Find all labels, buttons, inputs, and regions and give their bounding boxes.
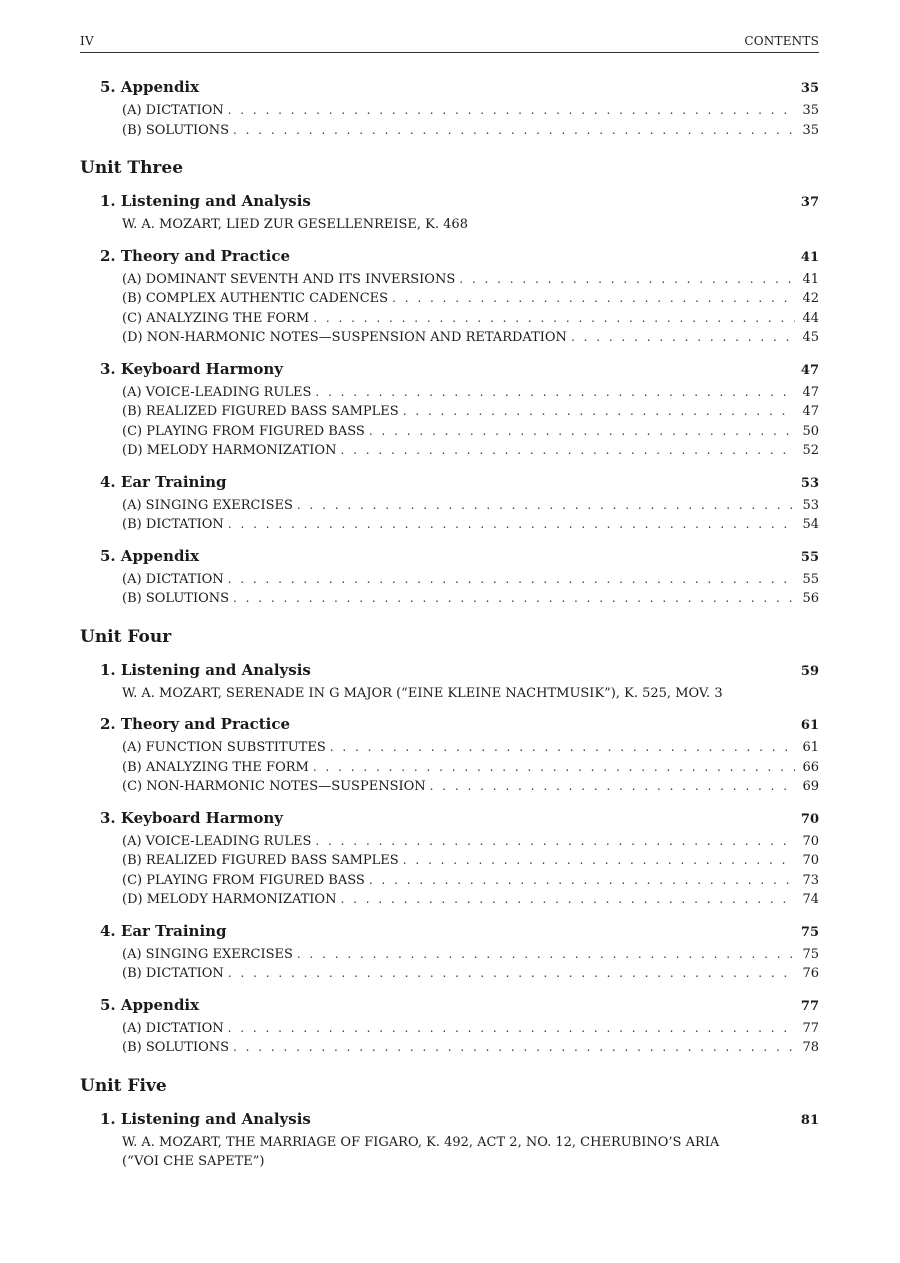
- entry-label: (A) SINGING EXERCISES: [122, 946, 293, 962]
- toc-entry[interactable]: [122, 101, 819, 121]
- entry-label: (A) FUNCTION SUBSTITUTES: [122, 740, 326, 755]
- entry-label: (D) MELODY HARMONIZATION: [122, 892, 337, 907]
- section-title: 4. Ear Training: [100, 921, 227, 940]
- entry-page-number: 35: [802, 122, 819, 138]
- entry-label: (A) DICTATION: [122, 1020, 224, 1036]
- section-heading[interactable]: [100, 922, 819, 940]
- toc-section: [100, 996, 819, 1058]
- section-title: 4. Ear Training: [100, 472, 227, 491]
- entry-label: (C) NON-HARMONIC NOTES—SUSPENSION: [122, 779, 426, 794]
- toc-entry[interactable]: [122, 422, 819, 442]
- entry-page-number: 54: [802, 517, 819, 532]
- entry-page-number: 35: [802, 103, 819, 118]
- entry-page-number: 61: [802, 740, 819, 755]
- work-title: W. A. MOZART, LIED ZUR GESELLENREISE, K. 468: [122, 217, 468, 232]
- dot-leader: [571, 328, 795, 348]
- toc-entry[interactable]: [122, 738, 819, 758]
- entry-page-number: 41: [802, 271, 819, 287]
- section-page-number: 75: [800, 924, 819, 940]
- unit-block: [80, 1076, 819, 1172]
- section-title: 5. Appendix: [100, 546, 200, 565]
- entry-label: (B) COMPLEX AUTHENTIC CADENCES: [122, 291, 389, 306]
- entry-page-number: 69: [802, 779, 819, 794]
- section-heading[interactable]: [100, 715, 819, 733]
- section-heading[interactable]: [100, 661, 819, 679]
- section-title: 1. Listening and Analysis: [100, 1109, 311, 1128]
- section-page-number: 81: [800, 1112, 819, 1128]
- entry-page-number: 70: [802, 853, 819, 868]
- dot-leader: [313, 309, 795, 329]
- toc-entry[interactable]: [122, 1038, 819, 1058]
- entry-label: (B) SOLUTIONS: [122, 591, 230, 606]
- section-page-number: 59: [800, 663, 819, 679]
- dot-leader: [233, 121, 795, 141]
- dot-leader: [340, 890, 795, 910]
- dot-leader: [233, 1038, 795, 1058]
- entry-label: (B) SOLUTIONS: [122, 1040, 230, 1055]
- section-title: 3. Keyboard Harmony: [100, 808, 283, 827]
- toc-section: [100, 715, 819, 797]
- unit-block: [80, 158, 819, 609]
- entry-page-number: 78: [802, 1040, 819, 1055]
- dot-leader: [233, 589, 795, 609]
- entry-list: [122, 738, 819, 797]
- section-page-number: 70: [800, 811, 819, 827]
- dot-leader: [228, 101, 795, 121]
- dot-leader: [459, 270, 795, 290]
- entry-page-number: 75: [802, 946, 819, 962]
- entry-list: [122, 1019, 819, 1058]
- entry-list: [122, 570, 819, 609]
- section-page-number: 35: [800, 81, 819, 96]
- dot-leader: [340, 441, 795, 461]
- toc-section: [100, 809, 819, 910]
- dot-leader: [403, 851, 795, 871]
- entry-label: (B) REALIZED FIGURED BASS SAMPLES: [122, 853, 399, 868]
- work-title: W. A. MOZART, THE MARRIAGE OF FIGARO, K. 492, ACT 2, NO. 12, CHERUBINO’S ARIA (“VOI CHE SAPETE”): [122, 1134, 720, 1169]
- section-heading[interactable]: [100, 192, 819, 210]
- toc-entry[interactable]: [122, 270, 819, 290]
- dot-leader: [228, 570, 795, 590]
- dot-leader: [315, 832, 795, 852]
- toc-entry[interactable]: [122, 121, 819, 141]
- entry-label: (C) ANALYZING THE FORM: [122, 310, 310, 326]
- entry-page-number: 50: [802, 423, 819, 439]
- entry-page-number: 53: [802, 497, 819, 513]
- dot-leader: [228, 515, 795, 535]
- toc-entry[interactable]: [122, 309, 819, 329]
- toc-entry[interactable]: [122, 383, 819, 403]
- entry-list: [122, 832, 819, 910]
- section-page-number: 77: [800, 998, 819, 1014]
- entry-list: [122, 945, 819, 984]
- section-heading[interactable]: [100, 473, 819, 491]
- dot-leader: [403, 402, 795, 422]
- entry-page-number: 44: [802, 310, 819, 326]
- dot-leader: [369, 422, 795, 442]
- section-page-number: 47: [800, 362, 819, 378]
- entry-page-number: 76: [802, 966, 819, 981]
- entry-page-number: 74: [802, 892, 819, 907]
- toc-entry[interactable]: [122, 402, 819, 422]
- entry-label: (D) NON-HARMONIC NOTES—SUSPENSION AND RETARDATION: [122, 330, 567, 345]
- toc-entry[interactable]: [122, 289, 819, 309]
- section-heading[interactable]: [100, 1110, 819, 1128]
- entry-label: (A) DICTATION: [122, 571, 224, 587]
- entry-label: (B) SOLUTIONS: [122, 122, 230, 138]
- dot-leader: [297, 945, 795, 965]
- toc-entry[interactable]: [122, 328, 819, 348]
- section-title: 5. Appendix: [100, 995, 200, 1014]
- entry-label: (B) DICTATION: [122, 517, 224, 532]
- toc-section: [100, 661, 819, 704]
- dot-leader: [430, 777, 795, 797]
- page-header: [80, 34, 819, 53]
- entry-page-number: 73: [802, 872, 819, 888]
- entry-list: [122, 101, 819, 140]
- section-heading[interactable]: [100, 247, 819, 265]
- entry-label: (B) DICTATION: [122, 966, 224, 981]
- toc-section: [100, 192, 819, 235]
- toc-entry[interactable]: [122, 515, 819, 535]
- page-number: IV: [80, 34, 94, 48]
- entry-page-number: 55: [802, 571, 819, 587]
- dot-leader: [297, 496, 795, 516]
- toc-section: [100, 247, 819, 348]
- toc-entry[interactable]: [122, 777, 819, 797]
- entry-label: (A) VOICE-LEADING RULES: [122, 384, 312, 400]
- dot-leader: [228, 1019, 795, 1039]
- table-of-contents: [80, 78, 819, 1172]
- section-heading[interactable]: [100, 547, 819, 565]
- toc-entry[interactable]: [122, 851, 819, 871]
- toc-section: [100, 360, 819, 461]
- section-page-number: 55: [800, 549, 819, 565]
- toc-entry[interactable]: [122, 589, 819, 609]
- toc-entry[interactable]: [122, 945, 819, 965]
- entry-label: (C) PLAYING FROM FIGURED BASS: [122, 423, 365, 439]
- section-title: 3. Keyboard Harmony: [100, 359, 283, 378]
- toc-entry[interactable]: [122, 832, 819, 852]
- entry-label: (A) DOMINANT SEVENTH AND ITS INVERSIONS: [122, 271, 456, 287]
- dot-leader: [228, 964, 795, 984]
- entry-list: [122, 383, 819, 461]
- dot-leader: [315, 383, 795, 403]
- toc-section: [100, 78, 819, 140]
- section-title: 2. Theory and Practice: [100, 715, 291, 733]
- toc-entry[interactable]: [122, 964, 819, 984]
- toc-entry[interactable]: [122, 890, 819, 910]
- section-heading[interactable]: [100, 78, 819, 96]
- unit-block: [80, 627, 819, 1058]
- entry-label: (B) ANALYZING THE FORM: [122, 759, 309, 775]
- entry-page-number: 52: [802, 443, 819, 458]
- unit-title: Unit Three: [80, 158, 184, 178]
- toc-entry[interactable]: [122, 570, 819, 590]
- section-heading[interactable]: [100, 360, 819, 378]
- entry-page-number: 77: [802, 1020, 819, 1036]
- entry-page-number: 47: [802, 404, 819, 419]
- toc-section: [100, 473, 819, 535]
- section-page-number: 53: [800, 475, 819, 491]
- toc-entry[interactable]: [122, 1019, 819, 1039]
- unit-block: [80, 78, 819, 140]
- unit-title: Unit Five: [80, 1075, 167, 1096]
- entry-label: (A) DICTATION: [122, 103, 224, 118]
- entry-label: (C) PLAYING FROM FIGURED BASS: [122, 872, 365, 888]
- work-title: W. A. MOZART, SERENADE IN G MAJOR (“EINE KLEINE NACHTMUSIK”), K. 525, MOV. 3: [122, 685, 723, 701]
- entry-page-number: 70: [802, 833, 819, 849]
- toc-entry[interactable]: [122, 496, 819, 516]
- toc-section: [100, 922, 819, 984]
- entry-page-number: 66: [802, 759, 819, 775]
- toc-entry[interactable]: [122, 441, 819, 461]
- toc-entry[interactable]: [122, 758, 819, 778]
- entry-label: (A) VOICE-LEADING RULES: [122, 833, 312, 849]
- entry-list: [122, 496, 819, 535]
- dot-leader: [330, 738, 795, 758]
- entry-label: (A) SINGING EXERCISES: [122, 497, 293, 513]
- unit-title: Unit Four: [80, 626, 172, 647]
- entry-list: [122, 270, 819, 348]
- entry-page-number: 56: [802, 591, 819, 606]
- section-heading[interactable]: [100, 996, 819, 1014]
- dot-leader: [369, 871, 795, 891]
- section-page-number: 37: [800, 195, 819, 210]
- section-page-number: 61: [800, 718, 819, 733]
- toc-page: [80, 34, 819, 1184]
- section-title: 2. Theory and Practice: [100, 246, 291, 265]
- dot-leader: [313, 758, 795, 778]
- section-title: 1. Listening and Analysis: [100, 192, 311, 210]
- section-title: 1. Listening and Analysis: [100, 660, 311, 679]
- entry-page-number: 42: [802, 291, 819, 306]
- toc-section: [100, 1110, 819, 1172]
- section-title: 5. Appendix: [100, 78, 200, 96]
- entry-label: (B) REALIZED FIGURED BASS SAMPLES: [122, 404, 399, 419]
- toc-entry[interactable]: [122, 871, 819, 891]
- dot-leader: [392, 289, 795, 309]
- toc-section: [100, 547, 819, 609]
- entry-label: (D) MELODY HARMONIZATION: [122, 443, 337, 458]
- entry-page-number: 47: [802, 384, 819, 400]
- entry-page-number: 45: [802, 330, 819, 345]
- header-title: CONTENTS: [744, 34, 819, 48]
- section-heading[interactable]: [100, 809, 819, 827]
- section-page-number: 41: [800, 249, 819, 265]
